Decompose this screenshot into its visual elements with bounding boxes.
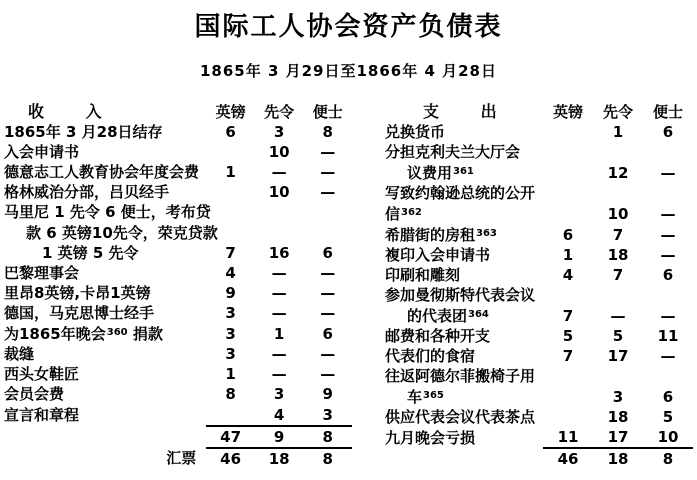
amount-cell: 3: [612, 387, 624, 406]
amount-cell: 7: [225, 243, 236, 262]
amount-cell: 9: [322, 385, 333, 404]
amount-cell: 4: [273, 405, 285, 424]
amount-cell: 46: [543, 448, 593, 469]
amount-cell: 16: [268, 243, 290, 262]
footnote-ref: 362: [401, 207, 422, 218]
amount-cell: 8: [303, 426, 352, 448]
table-row: [385, 245, 693, 265]
amount-cell: 6: [662, 123, 674, 141]
row-label: 裁缝: [4, 345, 35, 364]
expenses-header-pence: 便士: [652, 103, 683, 121]
row-label: 1 英镑 5 先令: [42, 243, 139, 262]
amount-cell: —: [271, 283, 287, 302]
footnote-ref: 365: [423, 390, 444, 401]
amount-cell: 3: [225, 324, 236, 343]
amount-cell: [255, 202, 304, 222]
amount-cell: 3: [225, 304, 236, 323]
amount-cell: 12: [607, 163, 629, 182]
table-row: [385, 326, 693, 346]
amount-cell: [543, 386, 593, 407]
amount-cell: [543, 183, 593, 203]
amount-cell: 8: [303, 448, 352, 469]
table-row: [4, 344, 352, 364]
amount-cell: —: [320, 183, 336, 202]
table-row: [385, 122, 693, 142]
amount-cell: [543, 142, 593, 162]
amount-cell: 17: [607, 347, 629, 365]
amount-cell: 8: [322, 123, 333, 142]
table-row: [385, 285, 693, 305]
row-label: 汇票: [166, 449, 197, 468]
footnote-ref: 363: [476, 228, 497, 239]
row-label: 宣言和章程: [4, 406, 80, 425]
amount-cell: [543, 122, 593, 142]
expenses-section-title: 支出: [423, 102, 539, 121]
amount-cell: [593, 366, 643, 386]
table-row: [385, 448, 693, 469]
amount-cell: [543, 203, 593, 224]
amount-cell: 5: [612, 327, 624, 345]
row-label: 希腊街的房租$^{363}$: [385, 226, 497, 244]
row-label: 的代表团$^{364}$: [407, 307, 489, 325]
table-row: [385, 427, 693, 448]
table-row: [4, 323, 352, 344]
amount-cell: 3: [225, 345, 236, 364]
table-row: [4, 202, 352, 222]
table-row: [4, 162, 352, 182]
amount-cell: 7: [612, 225, 624, 244]
amount-cell: 6: [322, 243, 333, 262]
amount-cell: 11: [657, 327, 679, 345]
amount-cell: —: [320, 304, 336, 323]
amount-cell: —: [320, 365, 336, 384]
income-header-pence: 便士: [312, 103, 343, 121]
amount-cell: 9: [225, 283, 236, 302]
amount-cell: 7: [562, 347, 574, 365]
amount-cell: 10: [268, 143, 290, 162]
amount-cell: [206, 142, 255, 162]
amount-cell: —: [660, 306, 676, 325]
amount-cell: 3: [273, 123, 285, 142]
row-label: [4, 426, 206, 448]
row-label: 往返阿德尔菲搬椅子用: [385, 367, 536, 385]
amount-cell: —: [320, 143, 336, 162]
amount-cell: —: [320, 163, 336, 182]
row-label: 款 6 英镑10先令，荣克贷款: [26, 223, 218, 242]
amount-cell: —: [271, 163, 287, 182]
amount-cell: 10: [657, 428, 679, 446]
income-header-row: [4, 102, 352, 122]
amount-cell: —: [660, 204, 676, 223]
row-label: 德意志工人教育协会年度会费: [4, 163, 200, 182]
table-row: [385, 366, 693, 386]
row-label: 里昂8英镑,卡昂1英镑: [4, 283, 151, 302]
amount-cell: [593, 285, 643, 305]
table-row: [4, 426, 352, 448]
table-row: [385, 224, 693, 245]
amount-cell: —: [320, 283, 336, 302]
amount-cell: [543, 366, 593, 386]
amount-cell: [643, 366, 693, 386]
income-body: [4, 122, 352, 469]
amount-cell: [206, 202, 255, 222]
amount-cell: —: [271, 345, 287, 364]
amount-cell: 1: [612, 123, 624, 141]
table-row: [4, 283, 352, 303]
table-row: [385, 346, 693, 366]
page-title: 国际工人协会资产负债表: [194, 12, 503, 42]
amount-cell: 11: [557, 428, 579, 446]
row-label: 德国，马克思博士经手: [4, 304, 155, 323]
amount-cell: [303, 202, 352, 222]
row-label: 邮费和各种开支: [385, 327, 491, 345]
amount-cell: [543, 162, 593, 183]
amount-cell: 1: [225, 163, 236, 182]
row-label: 议费用$^{361}$: [407, 164, 474, 182]
amount-cell: 10: [268, 183, 290, 202]
row-label: 複印入会申请书: [385, 246, 491, 264]
row-label: 印刷和雕刻: [385, 266, 461, 284]
amount-cell: —: [320, 345, 336, 364]
amount-cell: 46: [206, 448, 255, 469]
table-row: [4, 448, 352, 469]
row-label: [385, 448, 543, 469]
amount-cell: 8: [225, 385, 236, 404]
amount-cell: 7: [562, 306, 574, 325]
amount-cell: [643, 285, 693, 305]
amount-cell: 3: [322, 405, 333, 424]
footnote-ref: 364: [468, 309, 489, 320]
amount-cell: 4: [225, 263, 236, 282]
row-label: 供应代表会议代表茶点: [385, 408, 536, 426]
table-row: [385, 265, 693, 285]
table-row: [4, 122, 352, 142]
table-row: [385, 142, 693, 162]
footnote-ref: 361: [453, 166, 474, 177]
table-row: [385, 203, 693, 224]
table-row: [385, 162, 693, 183]
income-section-title: 收入: [28, 102, 144, 121]
amount-cell: 17: [607, 428, 629, 446]
amount-cell: 8: [643, 448, 693, 469]
amount-cell: [543, 407, 593, 427]
amount-cell: 18: [593, 448, 643, 469]
row-label: 九月晚会亏损: [385, 428, 476, 447]
amount-cell: 18: [607, 246, 629, 264]
amount-cell: —: [271, 365, 287, 384]
row-label: 入会申请书: [4, 143, 80, 162]
amount-cell: —: [271, 304, 287, 323]
amount-cell: [255, 223, 304, 243]
amount-cell: 4: [562, 266, 574, 284]
amount-cell: 3: [273, 385, 285, 404]
table-row: [385, 183, 693, 203]
row-label: 格林威治分部，吕贝经手: [4, 183, 170, 202]
expenses-header-pounds: 英镑: [552, 103, 583, 121]
table-row: [4, 405, 352, 426]
row-label: 分担克利夫兰大厅会: [385, 143, 521, 161]
income-header-pounds: 英镑: [215, 103, 246, 121]
amount-cell: [643, 142, 693, 162]
amount-cell: 18: [255, 448, 304, 469]
amount-cell: 1: [562, 246, 574, 264]
row-label: 车$^{365}$: [407, 388, 444, 406]
amount-cell: —: [660, 163, 676, 182]
footnote-ref: 360: [106, 327, 128, 339]
row-label: 参加曼彻斯特代表会议: [385, 286, 536, 304]
amount-cell: —: [660, 225, 676, 244]
table-row: [4, 384, 352, 404]
date-range-subtitle: 1865年 3 月29日至1866年 4 月28日: [199, 62, 497, 80]
amount-cell: 47: [206, 426, 255, 448]
expenses-header-row: [385, 102, 693, 122]
amount-cell: [593, 183, 643, 203]
amount-cell: —: [660, 246, 676, 264]
row-label: 写致约翰逊总统的公开: [385, 184, 536, 202]
income-table: [4, 102, 352, 469]
table-row: [4, 243, 352, 263]
row-label: 代表们的食宿: [385, 347, 476, 365]
amount-cell: [643, 183, 693, 203]
row-label: 会员会费: [4, 385, 65, 404]
amount-cell: —: [320, 263, 336, 282]
table-row: [385, 305, 693, 326]
amount-cell: —: [271, 263, 287, 282]
amount-cell: 5: [562, 327, 574, 345]
row-label: 信$^{362}$: [385, 205, 422, 223]
row-label: 西头女鞋匠: [4, 365, 80, 384]
amount-cell: 7: [612, 266, 624, 284]
table-row: [4, 303, 352, 323]
amount-cell: [543, 285, 593, 305]
expenses-header-shillings: 先令: [602, 103, 633, 121]
table-row: [4, 263, 352, 283]
row-label: 马里尼 1 先令 6 便士，考布贷: [4, 203, 211, 222]
amount-cell: 6: [225, 123, 236, 142]
amount-cell: 6: [662, 387, 674, 406]
table-row: [385, 407, 693, 427]
amount-cell: [206, 405, 255, 426]
amount-cell: —: [660, 347, 676, 365]
amount-cell: 9: [255, 426, 304, 448]
amount-cell: 1: [225, 365, 236, 384]
amount-cell: 1: [273, 324, 285, 343]
table-row: [4, 223, 352, 243]
table-row: [4, 142, 352, 162]
table-row: [4, 182, 352, 202]
amount-cell: —: [610, 306, 626, 325]
amount-cell: 6: [562, 225, 574, 244]
table-row: [4, 364, 352, 384]
amount-cell: 5: [662, 408, 674, 426]
income-header-shillings: 先令: [264, 103, 295, 121]
row-label: 1865年 3 月28日结存: [4, 123, 163, 142]
row-label: 兑换货币: [385, 123, 446, 141]
amount-cell: [206, 182, 255, 202]
expenses-table: [385, 102, 693, 469]
two-column-layout: [0, 102, 697, 469]
amount-cell: 6: [322, 324, 333, 343]
row-label: 巴黎理事会: [4, 263, 80, 282]
amount-cell: 6: [662, 266, 674, 284]
amount-cell: [593, 142, 643, 162]
amount-cell: 10: [607, 204, 629, 223]
table-row: [385, 386, 693, 407]
amount-cell: [303, 223, 352, 243]
amount-cell: 18: [607, 408, 629, 426]
expenses-body: [385, 122, 693, 469]
row-label: 为1865年晚会$^{360}$ 捐款: [4, 325, 163, 344]
